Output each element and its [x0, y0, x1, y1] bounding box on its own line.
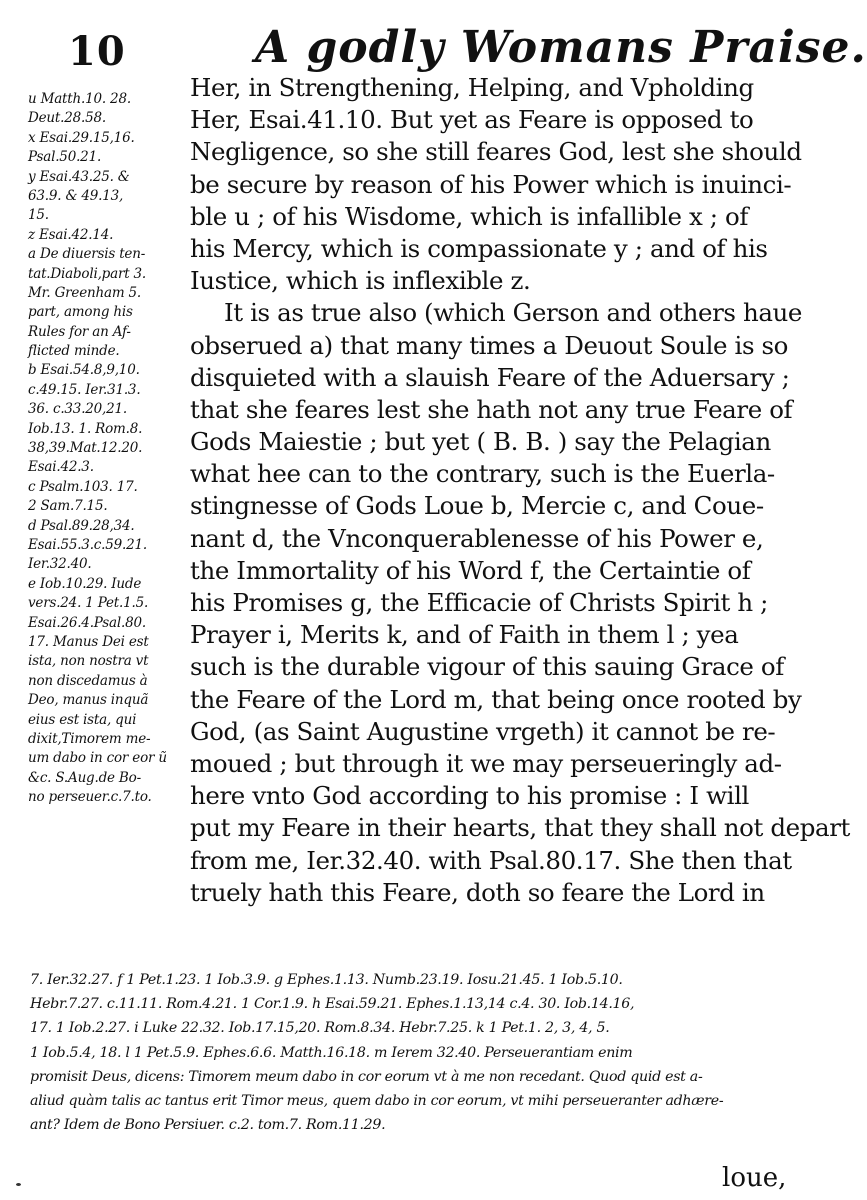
body-line: truely hath this Feare, doth so feare the Lord in: [190, 877, 765, 907]
body-line: disquieted with a slauish Feare of the Aduersary ;: [190, 362, 790, 392]
margin-note-line: z Esai.42.14.: [28, 226, 114, 243]
body-line: Negligence, so she still feares God, lest she should: [190, 137, 802, 167]
footnote-line: Hebr.7.27. c.11.11. Rom.4.21. 1 Cor.1.9. h Esai.59.21. Ephes.1.13,14 c.4. 30. Iob.14.16,: [30, 996, 635, 1013]
margin-note-line: 2 Sam.7.15.: [28, 498, 108, 515]
catchword: loue,: [722, 1163, 787, 1193]
body-line: from me, Ier.32.40. with Psal.80.17. She then that: [190, 845, 792, 875]
margin-note-line: Psal.50.21.: [28, 149, 102, 166]
margin-note-line: non discedamus à: [28, 672, 148, 689]
footnote-line: 1 Iob.5.4, 18. l 1 Pet.5.9. Ephes.6.6. Matth.16.18. m Ierem 32.40. Perseuerantiam enim: [30, 1044, 633, 1061]
margin-note-line: ista, non nostra vt: [28, 653, 149, 670]
margin-note-line: c Psalm.103. 17.: [28, 478, 138, 495]
margin-note-line: 17. Manus Dei est: [28, 633, 149, 650]
footnotes: [30, 968, 790, 1137]
margin-note-line: Esai.55.3.c.59.21.: [28, 536, 147, 553]
body-line: his Mercy, which is compassionate y ; and of his: [190, 233, 768, 263]
margin-note-line: part, among his: [28, 304, 133, 321]
body-line: ble u ; of his Wisdome, which is infallible x ; of: [190, 201, 749, 231]
margin-note-line: d Psal.89.28,34.: [28, 517, 135, 534]
body-line: God, (as Saint Augustine vrgeth) it cannot be re-: [190, 716, 776, 746]
body-line: moued ; but through it we may perseueringly ad-: [190, 748, 782, 778]
margin-note-line: Iob.13. 1. Rom.8.: [28, 420, 143, 437]
footnote-line: promisit Deus, dicens: Timorem meum dabo in cor eorum vt à me non recedant. Quod quid est a-: [30, 1068, 703, 1085]
margin-note-line: u Matth.10. 28.: [28, 91, 131, 107]
marginal-notes: [28, 90, 186, 807]
footnote-line: aliud quàm talis ac tantus erit Timor meus, quem dabo in cor eorum, vt mihi perseueranter adhære-: [30, 1092, 724, 1109]
margin-note-line: a De diuersis ten-: [28, 246, 146, 263]
body-line: be secure by reason of his Power which is inuinci-: [190, 169, 792, 199]
margin-note-line: e Iob.10.29. Iude: [28, 575, 142, 592]
margin-note-line: Mr. Greenham 5.: [28, 284, 142, 301]
margin-note-line: Ier.32.40.: [28, 556, 92, 573]
body-line: here vnto God according to his promise : I will: [190, 781, 749, 811]
body-line: that she feares lest she hath not any true Feare of: [190, 394, 793, 424]
paragraph-start-line: It is as true also (which Gerson and others haue: [224, 298, 803, 328]
body-line: Her, Esai.41.10. But yet as Feare is opposed to: [190, 105, 754, 135]
margin-note-line: eius est ista, qui: [28, 711, 137, 728]
margin-note-line: dixit,Timorem me-: [28, 730, 151, 747]
footnote-line: ant? Idem de Bono Persiuer. c.2. tom.7. Rom.11.29.: [30, 1117, 386, 1134]
margin-note-line: x Esai.29.15,16.: [28, 129, 135, 146]
body-line: nant d, the Vnconquerablenesse of his Power e,: [190, 523, 764, 553]
margin-note-line: &c. S.Aug.de Bo-: [28, 769, 141, 786]
margin-note-line: flicted minde.: [28, 343, 120, 360]
ink-speck: [16, 1183, 21, 1186]
margin-note-line: no perseuer.c.7.to.: [28, 789, 152, 806]
margin-note-line: y Esai.43.25. &: [28, 168, 130, 185]
margin-note-line: Esai.42.3.: [28, 459, 94, 476]
margin-note-line: Deut.28.58.: [28, 110, 106, 127]
body-line: obserued a) that many times a Deuout Soule is so: [190, 330, 789, 360]
margin-note-line: 38,39.Mat.12.20.: [28, 440, 143, 457]
margin-note-line: c.49.15. Ier.31.3.: [28, 381, 141, 398]
margin-note-line: 36. c.33.20,21.: [28, 401, 128, 418]
margin-note-line: tat.Diaboli,part 3.: [28, 265, 147, 282]
margin-note-line: b Esai.54.8,9,10.: [28, 362, 140, 379]
body-line: Iustice, which is inflexible z.: [190, 266, 531, 296]
body-line: put my Feare in their hearts, that they shall not depart: [190, 813, 850, 843]
body-line: Her, in Strengthening, Helping, and Vpholding: [190, 73, 754, 102]
footnote-line: 7. Ier.32.27. f 1 Pet.1.23. 1 Iob.3.9. g Ephes.1.13. Numb.23.19. Iosu.21.45. 1 Iob.5.10.: [30, 972, 623, 988]
page-number: 10: [68, 28, 126, 75]
body-line: his Promises g, the Efficacie of Christs Spirit h ;: [190, 588, 768, 617]
body-line: stingnesse of Gods Loue b, Mercie c, and Coue-: [190, 491, 764, 521]
body-line: such is the durable vigour of this sauing Grace of: [190, 652, 784, 682]
margin-note-line: um dabo in cor eor ũ: [28, 750, 167, 767]
margin-note-line: Esai.26.4.Psal.80.: [28, 614, 146, 631]
margin-note-line: vers.24. 1 Pet.1.5.: [28, 595, 149, 612]
body-line: Gods Maiestie ; but yet ( B. B. ) say the Pelagian: [190, 427, 771, 457]
margin-note-line: Rules for an Af-: [28, 323, 131, 340]
footnote-line: 17. 1 Iob.2.27. i Luke 22.32. Iob.17.15,20. Rom.8.34. Hebr.7.25. k 1 Pet.1. 2, 3, 4, 5.: [30, 1020, 610, 1037]
margin-note-line: Deo, manus inquã: [28, 692, 149, 709]
body-line: what hee can to the contrary, such is the Euerla-: [190, 459, 775, 489]
body-line: the Feare of the Lord m, that being once rooted by: [190, 684, 802, 714]
body-line: the Immortality of his Word f, the Certaintie of: [190, 555, 751, 585]
margin-note-line: 63.9. & 49.13,: [28, 187, 124, 204]
body-line: Prayer i, Merits k, and of Faith in them l ; yea: [190, 620, 739, 650]
body-text: [190, 72, 850, 909]
running-title: A godly Womans Praise.: [255, 22, 867, 73]
margin-note-line: 15.: [28, 207, 49, 224]
